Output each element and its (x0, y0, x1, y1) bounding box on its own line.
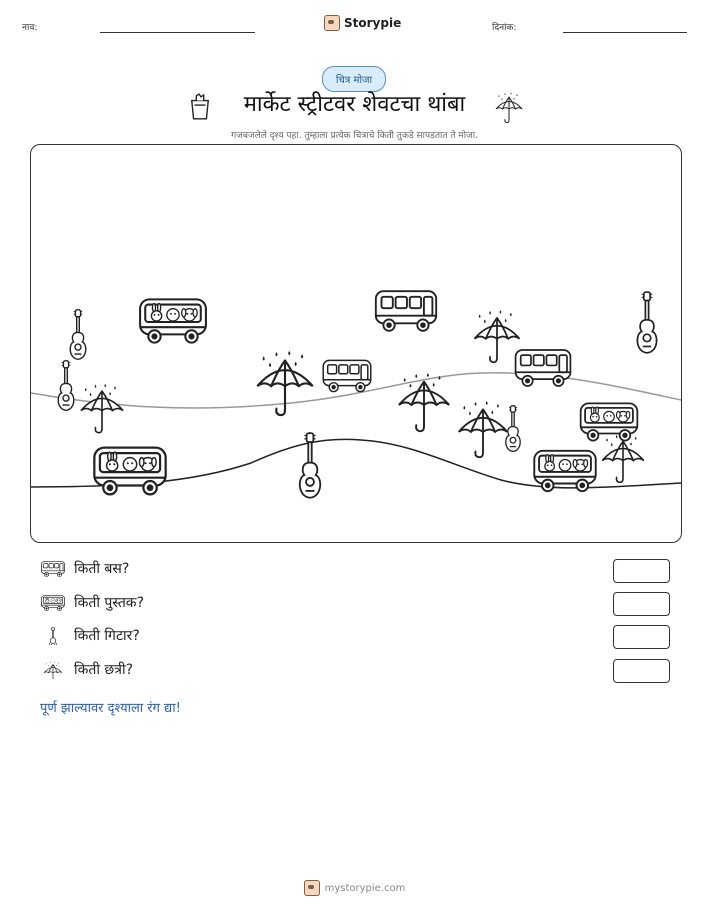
name-label: नाव: (22, 23, 38, 33)
page-title: मार्केट स्ट्रीटवर शेवटचा थांबा (243, 92, 466, 117)
storypie-logo-icon (324, 15, 340, 31)
question-guitars (40, 626, 140, 645)
guitar-4 (506, 406, 520, 452)
animal-bus-3 (581, 403, 638, 440)
coloring-instruction: पूर्ण झाल्यावर दृश्याला रंग द्या! (40, 701, 181, 716)
question-books (40, 593, 144, 612)
question-text: किती गिटार? (74, 628, 140, 644)
bus-2 (323, 360, 371, 391)
guitar-icon (40, 627, 66, 645)
date-line[interactable] (563, 32, 687, 33)
animal-bus-4 (534, 451, 595, 491)
brand-logo (324, 15, 401, 31)
umbrella-icon (40, 661, 66, 679)
instructions: गजबजलेले दृश्य पहा. तुम्हाला प्रत्येक चित्राचे किती तुकडे सापडतात ते मोजा. (231, 131, 478, 141)
umbrella-5 (459, 401, 508, 457)
umbrella-title-icon (494, 92, 524, 124)
question-text: किती पुस्तक? (74, 595, 144, 611)
umbrella-4 (474, 310, 519, 362)
question-text: किती छत्री? (74, 662, 134, 678)
footer-url[interactable]: mystorypie.com (324, 882, 406, 894)
bus-icon (40, 560, 66, 578)
book-icon (40, 594, 66, 612)
counting-scene (30, 144, 682, 543)
answer-box-guitars[interactable] (613, 625, 670, 649)
scene-canvas (31, 145, 681, 542)
question-buses (40, 559, 129, 578)
animal-bus-1 (140, 299, 206, 342)
answer-box-buses[interactable] (613, 559, 670, 583)
guitar-1 (70, 310, 86, 359)
answer-box-umbrellas[interactable] (613, 659, 670, 683)
umbrella-3 (399, 373, 449, 431)
bus-3 (516, 350, 571, 386)
guitar-3 (300, 433, 320, 498)
question-text: किती बस? (74, 561, 130, 577)
name-line[interactable] (100, 32, 255, 33)
page-footer (0, 880, 709, 896)
brand-name: Storypie (344, 16, 402, 30)
guitar-5 (637, 292, 656, 353)
bus-1 (376, 291, 436, 331)
animal-bus-2 (94, 448, 165, 495)
guitar-2 (58, 361, 74, 410)
date-label: दिनांक: (492, 23, 517, 33)
umbrella-6 (602, 434, 644, 482)
answer-box-books[interactable] (613, 592, 670, 616)
umbrella-1 (81, 384, 123, 433)
worksheet-type-badge: चित्र मोजा (322, 66, 386, 92)
storypie-footer-icon (304, 880, 320, 896)
question-umbrellas (40, 660, 133, 679)
